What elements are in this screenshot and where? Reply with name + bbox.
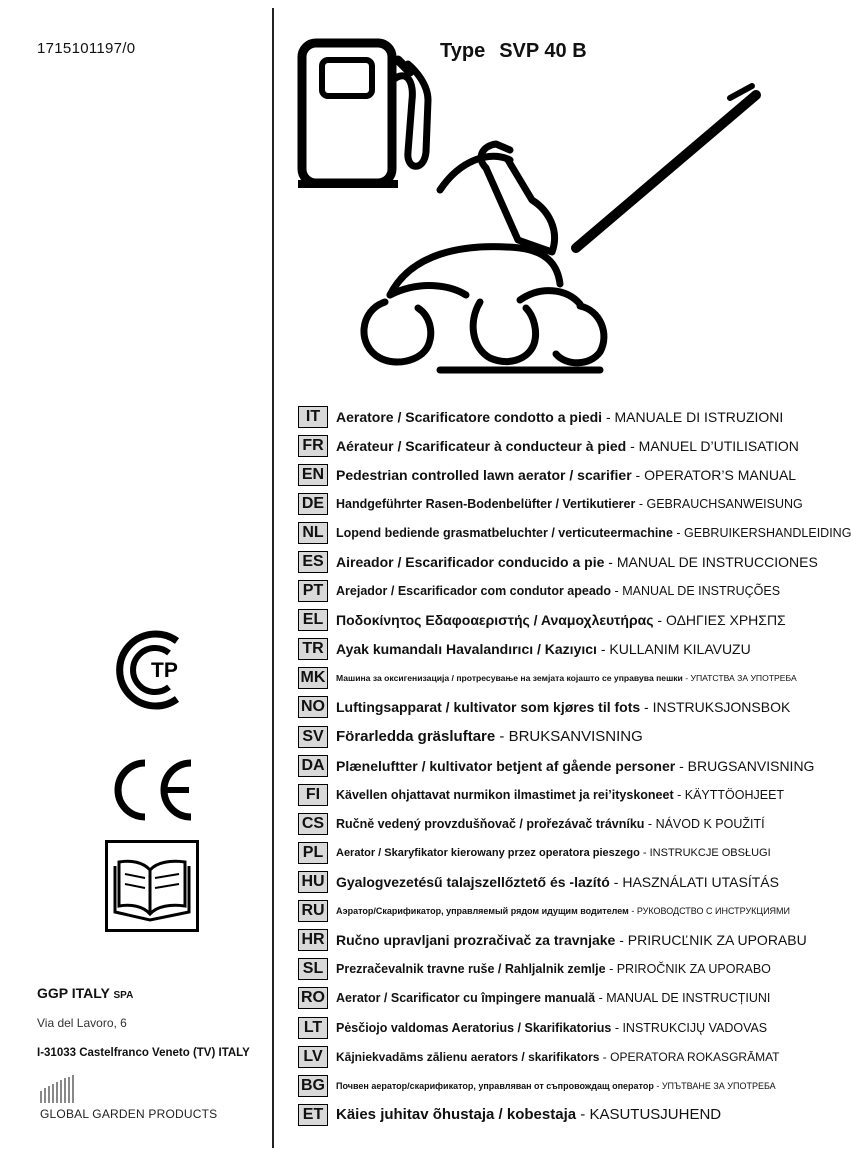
language-title: Pėsčiojo valdomas Aeratorius / Skarifikatorius [336, 1020, 612, 1035]
language-title: Kājniekvadāms zālienu aerators / skarifikators [336, 1049, 600, 1064]
language-row-mk: MK Машина за оксигенизација / протресување на земјата којашто се управува пешки - УПАТСТВА ЗА УПОТРЕБА [298, 664, 778, 693]
company-name [37, 985, 133, 1001]
language-title: Aerator / Scarificator cu împingere manuală [336, 991, 596, 1006]
manual-label: OPERATOR’S MANUAL [644, 466, 797, 483]
language-row-lv: LV Kājniekvadāms zālienu aerators / skarifikators - OPERATORA ROKASGRĀMAT [298, 1042, 778, 1071]
language-code: ET [298, 1104, 328, 1126]
language-list [298, 402, 851, 1129]
brand-text: GLOBAL GARDEN PRODUCTS [40, 1107, 218, 1121]
illustration [290, 40, 780, 380]
language-code: DE [298, 493, 328, 515]
vertical-divider [272, 8, 274, 1148]
gost-r-icon [105, 625, 205, 715]
gost-letters: ТР [151, 659, 178, 682]
language-title: Aireador / Escarificador conducido a pie [336, 554, 605, 571]
language-row-da: DA Plæneluftter / kultivator betjent af gående personer - BRUGSANVISNING [298, 751, 778, 780]
language-code: CS [298, 813, 328, 835]
language-code: PT [298, 580, 328, 602]
language-row-de: DE Handgeführter Rasen-Bodenbelüfter / Vertikutierer - GEBRAUCHSANWEISUNG [298, 489, 778, 518]
language-title: Lopend bediende grasmatbeluchter / verticuteermachine [336, 525, 673, 540]
language-title: Машина за оксигенизација / протресување на земјата којашто се управува пешки [336, 673, 683, 684]
language-code: SL [298, 958, 328, 980]
manual-label: BRUKSANVISNING [508, 728, 643, 746]
manual-label: INSTRUKCJE OBSŁUGI [649, 846, 771, 859]
company-suffix: SPA [113, 990, 134, 1001]
language-title: Ayak kumandalı Havalandırıcı / Kazıyıcı [336, 641, 597, 658]
language-code: NO [298, 696, 328, 718]
language-title: Gyalogvezetésű talajszellőztető és -lazító [336, 874, 610, 891]
ce-mark-icon [105, 755, 205, 825]
ggp-logo-icon [40, 1075, 80, 1103]
language-code: ES [298, 551, 328, 573]
manual-label: PRIRUCĽNIK ZA UPORABU [627, 932, 807, 949]
language-title: Luftingsapparat / kultivator som kjøres til fots [336, 699, 641, 716]
lawn-aerator-icon [364, 86, 756, 370]
language-title: Kävellen ohjattavat nurmikon ilmastimet ja rei’ityskoneet [336, 787, 674, 802]
doc-code: 1715101197/0 [37, 40, 136, 57]
language-title: Plæneluftter / kultivator betjent af gående personer [336, 757, 676, 774]
language-title: Käies juhitav õhustaja / kobestaja [336, 1106, 577, 1124]
fuel-pump-icon [298, 43, 428, 188]
language-row-pl: PL Aerator / Skaryfikator kierowany przez operatora pieszego - INSTRUKCJE OBSŁUGI [298, 838, 778, 867]
language-row-el: EL Ποδοκίνητος Εδαφοαεριστής / Αναμοχλευτήρας - ΟΔΗΓΙΕΣ ΧΡΗΣΠΣ [298, 606, 778, 635]
manual-label: GEBRAUCHSANWEISUNG [646, 496, 803, 511]
language-row-nl: NL Lopend bediende grasmatbeluchter / verticuteermachine - GEBRUIKERSHANDLEIDING [298, 518, 778, 547]
language-title: Aerator / Skaryfikator kierowany przez operatora pieszego [336, 846, 640, 859]
language-code: BG [298, 1075, 328, 1097]
language-code: TR [298, 638, 328, 660]
language-row-hu: HU Gyalogvezetésű talajszellőztető és -lazító - HASZNÁLATI UTASÍTÁS [298, 868, 778, 897]
manual-label: MANUAL DE INSTRUCCIONES [616, 554, 818, 571]
language-row-sl: SL Prezračevalnik travne ruše / Rahljalnik zemlje - PRIROČNIK ZA UPORABO [298, 955, 778, 984]
manual-label: MANUEL D’UTILISATION [638, 437, 799, 454]
manual-label: УПАТСТВА ЗА УПОТРЕБА [690, 673, 797, 684]
language-code: FR [298, 435, 328, 457]
language-row-et: ET Käies juhitav õhustaja / kobestaja - KASUTUSJUHEND [298, 1100, 778, 1129]
language-title: Ručně vedený provzdušňovač / prořezávač trávníku [336, 816, 645, 831]
language-row-lt: LT Pėsčiojo valdomas Aeratorius / Skarifikatorius - INSTRUKCIJŲ VADOVAS [298, 1013, 778, 1042]
language-title: Ποδοκίνητος Εδαφοαεριστής / Αναμοχλευτήρας [336, 612, 654, 629]
manual-label: PRIROČNIK ZA UPORABO [616, 962, 771, 977]
manual-label: INSTRUKSJONSBOK [652, 699, 791, 716]
type-heading [440, 40, 587, 63]
language-code: FI [298, 784, 328, 806]
manual-label: BRUGSANVISNING [687, 757, 815, 774]
type-label: Type [440, 40, 486, 62]
manual-label: MANUALE DI ISTRUZIONI [614, 408, 784, 425]
manual-label: ΟΔΗΓΙΕΣ ΧΡΗΣΠΣ [665, 612, 786, 629]
language-row-es: ES Aireador / Escarificador conducido a pie - MANUAL DE INSTRUCCIONES [298, 547, 778, 576]
manual-label: РУКОВОДСТВО С ИНСТРУКЦИЯМИ [636, 906, 791, 917]
language-row-no: NO Luftingsapparat / kultivator som kjøres til fots - INSTRUKSJONSBOK [298, 693, 778, 722]
language-code: EL [298, 609, 328, 631]
language-title: Handgeführter Rasen-Bodenbelüfter / Vertikutierer [336, 496, 636, 511]
language-title: Arejador / Escarificador com condutor apeado [336, 584, 612, 599]
language-code: RO [298, 987, 328, 1009]
language-code: NL [298, 522, 328, 544]
language-code: RU [298, 900, 328, 922]
manual-label: KÄYTTÖOHJEET [684, 787, 785, 802]
manual-label: NÁVOD K POUŽITÍ [655, 816, 765, 831]
manual-label: GEBRUIKERSHANDLEIDING [684, 525, 851, 540]
manual-label: KULLANIM KILAVUZU [609, 641, 751, 658]
language-title: Aeratore / Scarificatore condotto a piedi [336, 408, 603, 425]
manual-label: KASUTUSJUHEND [589, 1106, 722, 1124]
company-address-city: I-31033 Castelfranco Veneto (TV) ITALY [37, 1047, 250, 1059]
language-row-fi: FI Kävellen ohjattavat nurmikon ilmastimet ja rei’ityskoneet - KÄYTTÖOHJEET [298, 780, 778, 809]
language-code: MK [298, 667, 328, 689]
manual-label: INSTRUKCIJŲ VADOVAS [622, 1020, 768, 1035]
language-row-bg: BG Почвен аератор/скарификатор, управляван от съпровождащ оператор - УПЪТВАНЕ ЗА УПОТРЕБА [298, 1071, 778, 1100]
language-row-sv: SV Förarledda gräsluftare - BRUKSANVISNING [298, 722, 778, 751]
language-row-fr: FR Aérateur / Scarificateur à conducteur à pied - MANUEL D’UTILISATION [298, 431, 778, 460]
language-code: HU [298, 871, 328, 893]
language-row-it: IT Aeratore / Scarificatore condotto a piedi - MANUALE DI ISTRUZIONI [298, 402, 778, 431]
company-address-street: Via del Lavoro, 6 [37, 1016, 127, 1030]
language-row-ru: RU Аэратор/Скарификатор, управляемый рядом идущим водителем - РУКОВОДСТВО С ИНСТРУКЦИЯМИ [298, 897, 778, 926]
language-title: Aérateur / Scarificateur à conducteur à pied [336, 437, 627, 454]
manual-label: HASZNÁLATI UTASÍTÁS [622, 874, 779, 891]
language-code: LV [298, 1046, 328, 1068]
language-title: Prezračevalnik travne ruše / Rahljalnik zemlje [336, 962, 606, 977]
model-name: SVP 40 B [499, 40, 587, 62]
language-row-en: EN Pedestrian controlled lawn aerator / scarifier - OPERATOR’S MANUAL [298, 460, 778, 489]
language-title: Ručno upravljani prozračivač za travnjake [336, 932, 616, 949]
language-row-tr: TR Ayak kumandalı Havalandırıcı / Kazıyıcı - KULLANIM KILAVUZU [298, 635, 778, 664]
language-row-cs: CS Ručně vedený provzdušňovač / prořezávač trávníku - NÁVOD K POUŽITÍ [298, 809, 778, 838]
language-title: Förarledda gräsluftare [336, 728, 496, 746]
manual-label: УПЪТВАНЕ ЗА УПОТРЕБА [661, 1080, 776, 1091]
language-row-hr: HR Ručno upravljani prozračivač za travnjake - PRIRUCĽNIK ZA UPORABU [298, 926, 778, 955]
manual-label: MANUAL DE INSTRUÇÕES [622, 584, 781, 599]
language-code: EN [298, 464, 328, 486]
language-title: Почвен аератор/скарификатор, управляван от съпровождащ оператор [336, 1080, 654, 1091]
language-title: Аэратор/Скарификатор, управляемый рядом идущим водителем [336, 906, 629, 917]
manual-label: MANUAL DE INSTRUCȚIUNI [606, 991, 771, 1006]
manual-label: OPERATORA ROKASGRĀMAT [610, 1049, 780, 1064]
language-code: LT [298, 1017, 328, 1039]
language-code: PL [298, 842, 328, 864]
language-code: DA [298, 755, 328, 777]
language-row-pt: PT Arejador / Escarificador com condutor apeado - MANUAL DE INSTRUÇÕES [298, 577, 778, 606]
read-manual-icon [105, 840, 199, 932]
company-name-main: GGP ITALY [37, 985, 110, 1001]
language-row-ro: RO Aerator / Scarificator cu împingere manuală - MANUAL DE INSTRUCȚIUNI [298, 984, 778, 1013]
language-code: HR [298, 929, 328, 951]
language-title: Pedestrian controlled lawn aerator / scarifier [336, 466, 632, 483]
language-code: IT [298, 406, 328, 428]
language-code: SV [298, 726, 328, 748]
